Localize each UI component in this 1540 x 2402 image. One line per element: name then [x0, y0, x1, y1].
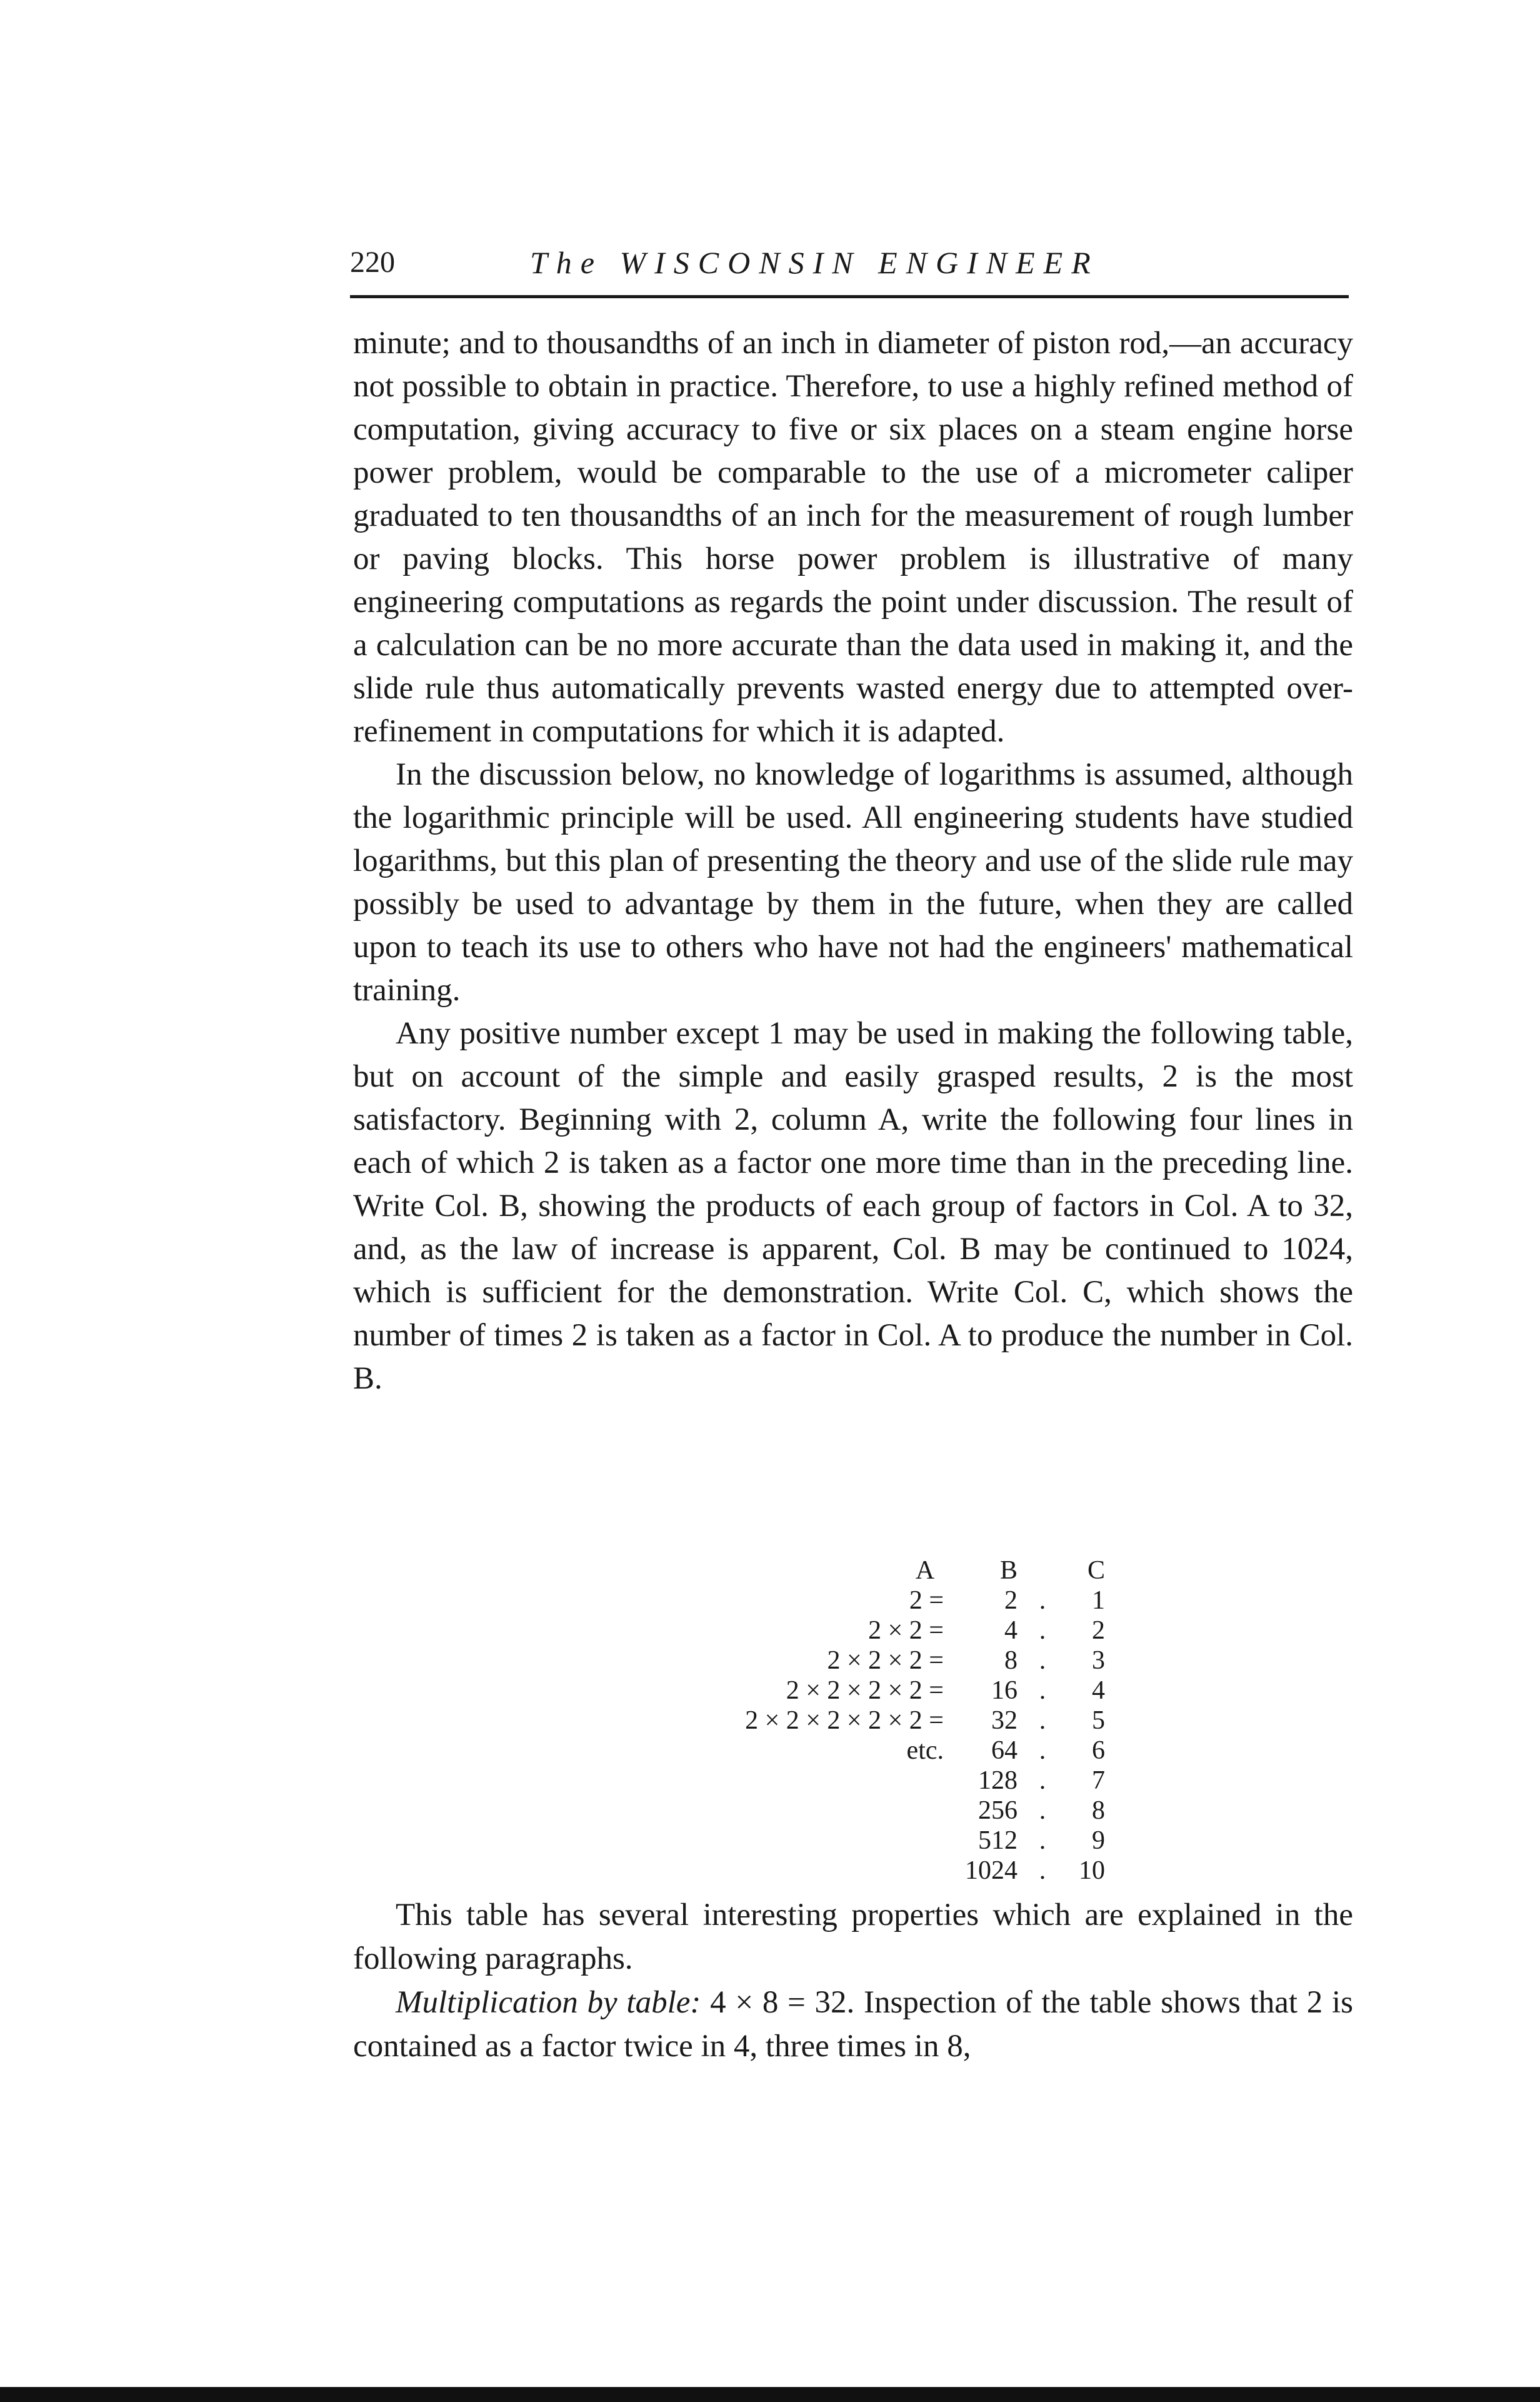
col-c-cell: 10 — [1079, 1856, 1105, 1885]
table-row — [612, 1706, 1105, 1736]
col-a-cell — [612, 1796, 949, 1826]
col-c-cell: 7 — [1092, 1766, 1105, 1795]
body-text — [353, 322, 1353, 1400]
col-a-cell — [612, 1856, 949, 1886]
col-a-cell: 2 × 2 × 2 = — [827, 1646, 944, 1675]
col-c-cell: 9 — [1092, 1826, 1105, 1855]
col-c-cell: 4 — [1092, 1676, 1105, 1705]
closing-text — [353, 1893, 1353, 2068]
col-c-cell: 2 — [1092, 1616, 1105, 1645]
col-a-cell — [612, 1766, 949, 1796]
table-row — [612, 1676, 1105, 1706]
separator-dot: . — [1039, 1676, 1046, 1705]
separator-dot: . — [1039, 1766, 1046, 1795]
page-header — [350, 241, 1350, 284]
multiplication-text: 4 × 8 = 32. Inspection of the table shows that 2 is contained as a factor twice in 4, three times in 8, — [353, 1985, 1354, 2064]
separator-dot: . — [1039, 1616, 1046, 1645]
separator-dot: . — [1039, 1706, 1046, 1735]
separator-dot: . — [1039, 1826, 1046, 1855]
table-row — [612, 1826, 1105, 1856]
paragraph-4: This table has several interesting properties which are explained in the following paragraphs. — [353, 1897, 1353, 1976]
column-a-header: A — [915, 1556, 935, 1585]
col-c-cell: 3 — [1092, 1646, 1105, 1675]
paragraph-2: In the discussion below, no knowledge of logarithms is assumed, although the logarithmic principle will be used. All engineering students have studied logarithms, but this plan of presenting the theory and use of the slide rule may possibly be used to advantage by them in the future, when they are called upon to teach its use to others who have not had the engineers' mathematical training. — [353, 757, 1353, 1008]
table-row — [612, 1856, 1105, 1886]
table-row — [612, 1796, 1105, 1826]
table-row — [612, 1766, 1105, 1796]
separator-dot: . — [1039, 1646, 1046, 1675]
table-row — [612, 1646, 1105, 1676]
table-row — [612, 1736, 1105, 1766]
table-row — [612, 1585, 1105, 1616]
col-a-cell: 2 × 2 × 2 × 2 = — [786, 1676, 944, 1705]
col-a-cell: etc. — [906, 1736, 944, 1765]
paragraph-3: Any positive number except 1 may be used in making the following table, but on account of the simple and easily grasped results, 2 is the most satisfactory. Beginning with 2, column A, write the following four lines in each of which 2 is taken as a factor one more time than in the preceding line. Write Col. B, showing the products of each group of factors in Col. A to 32, and, as the law of increase is apparent, Col. B may be continued to 1024, which is sufficient for the demonstration. Write Col. C, which shows the number of times 2 is taken as a factor in Col. A to produce the number in Col. B. — [353, 1016, 1353, 1396]
col-b-cell: 64 — [991, 1736, 1018, 1765]
col-c-cell: 6 — [1092, 1736, 1105, 1765]
multiplication-heading: Multiplication by table: — [396, 1985, 701, 2020]
table-row — [612, 1616, 1105, 1646]
col-b-cell: 256 — [978, 1796, 1018, 1825]
column-c-header: C — [1087, 1556, 1105, 1585]
col-a-cell — [612, 1826, 949, 1856]
col-a-cell: 2 × 2 = — [868, 1616, 944, 1645]
col-b-cell: 16 — [991, 1676, 1018, 1705]
col-c-cell: 1 — [1092, 1586, 1105, 1615]
paragraph-5 — [353, 1981, 1353, 2068]
separator-dot: . — [1039, 1736, 1046, 1765]
col-b-cell: 32 — [991, 1706, 1018, 1735]
paragraph-1: minute; and to thousandths of an inch in diameter of piston rod,—an accuracy not possible to obtain in practice. Therefore, to use a highly refined method of computation, giving accuracy to five or six places on a steam engine horse power problem, would be comparable to the use of a micrometer caliper graduated to ten thousandths of an inch for the measurement of rough lumber or paving blocks. This horse power problem is illustrative of many engineering computations as regards the point under discussion. The result of a calculation can be no more accurate than the data used in making it, and the slide rule thus automatically prevents wasted energy due to attempted over-refinement in computations for which it is adapted. — [353, 326, 1353, 749]
col-b-cell: 4 — [1004, 1616, 1018, 1645]
col-a-cell: 2 = — [909, 1586, 944, 1615]
column-b-header: B — [999, 1556, 1018, 1585]
powers-of-two-table — [612, 1555, 1125, 1886]
col-b-cell: 512 — [978, 1826, 1018, 1855]
separator-dot: . — [1039, 1796, 1046, 1825]
separator-dot: . — [1039, 1586, 1046, 1615]
scan-edge-bar — [0, 2387, 1540, 2402]
header-rule — [350, 295, 1349, 298]
col-b-cell: 2 — [1004, 1586, 1018, 1615]
col-c-cell: 5 — [1092, 1706, 1105, 1735]
separator-dot: . — [1039, 1856, 1046, 1885]
col-c-cell: 8 — [1092, 1796, 1105, 1825]
journal-title: The WISCONSIN ENGINEER — [530, 245, 1099, 280]
page-number: 220 — [350, 246, 395, 279]
col-b-cell: 1024 — [965, 1856, 1018, 1885]
col-b-cell: 8 — [1004, 1646, 1018, 1675]
col-b-cell: 128 — [978, 1766, 1018, 1795]
table-header-row — [612, 1555, 1105, 1585]
col-a-cell: 2 × 2 × 2 × 2 × 2 = — [745, 1706, 944, 1735]
